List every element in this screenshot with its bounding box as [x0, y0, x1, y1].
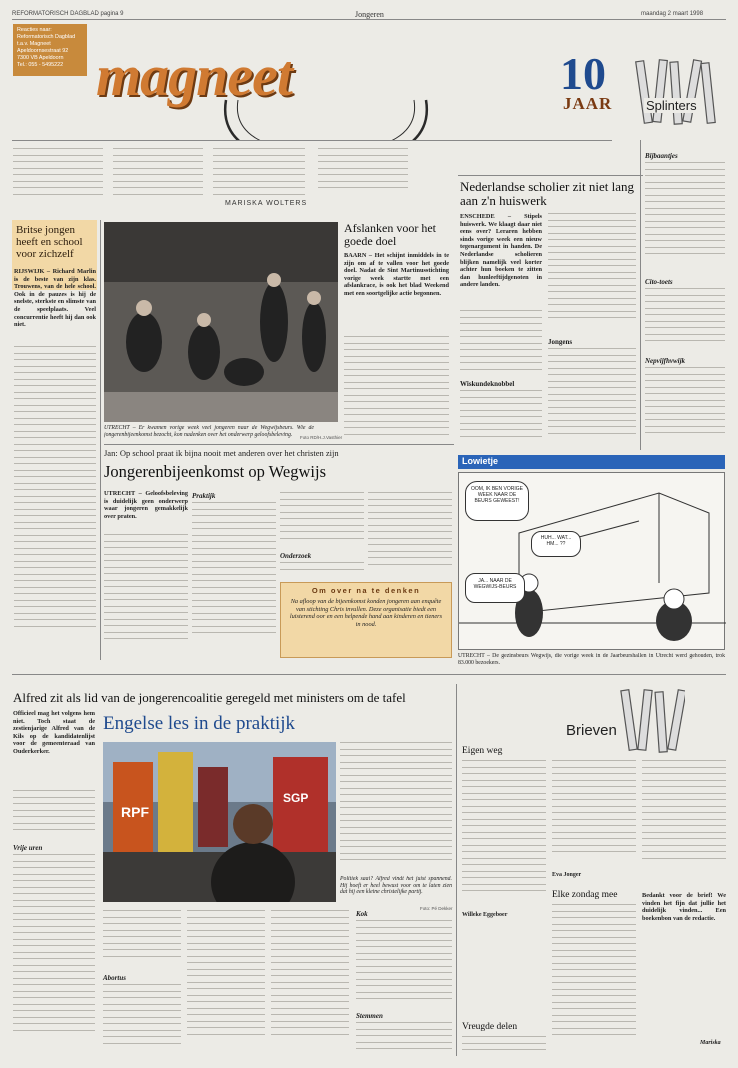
lowietje-title: Lowietje	[462, 456, 499, 466]
alfred-body	[356, 920, 452, 1010]
wegwijs-rule	[104, 444, 454, 445]
intro-signature: MARISKA WOLTERS	[225, 200, 308, 207]
nederlandse-subhead: Jongens	[548, 338, 573, 346]
address-line: t.a.v. Magneet	[17, 41, 51, 47]
anniversary-number: 10	[560, 48, 606, 99]
letter-body	[462, 1036, 546, 1058]
alfred-photo	[103, 742, 336, 902]
britse-body	[14, 346, 96, 646]
splinters-body	[645, 162, 725, 262]
wegwijs-subhead: Praktijk	[192, 492, 216, 500]
brieven-title: Brieven	[563, 722, 620, 739]
wegwijs-body	[104, 534, 188, 654]
letter-body	[462, 760, 546, 910]
letter-title: Elke zondag mee	[552, 890, 618, 900]
nederlandse-rule	[458, 175, 643, 176]
brieven-closing: Bedankt voor de brief! We vinden het fijn dat jullie het duidelijk vinden... Een boekenbon van de redactie.	[642, 892, 726, 922]
alfred-body	[271, 910, 349, 1054]
svg-text:RPF: RPF	[121, 804, 149, 820]
wegwijs-photo	[104, 222, 338, 422]
wegwijs-lead: UTRECHT – Geloofsbeleving is duidelijk geen onderwerp waar jongeren gemakkelijk over praten.	[104, 490, 188, 520]
letter-body	[642, 760, 726, 880]
alfred-body	[103, 984, 181, 1054]
address-line: 7300 VB Apeldoorn	[17, 55, 64, 61]
nederlandse-body	[460, 310, 542, 380]
splinters-body	[645, 288, 725, 348]
alfred-subhead: Vrije uren	[13, 844, 43, 852]
letter-signature: Eva Jonger	[552, 872, 582, 878]
afslanken-title: Afslanken voor het goede doel	[344, 221, 436, 248]
wegwijs-photo-credit: Foto RD/H.J.Vasthier	[300, 435, 343, 440]
intro-column	[213, 148, 308, 208]
alfred-body	[340, 742, 452, 872]
splinters-head: Cito-toets	[645, 278, 673, 286]
nederlandse-subhead: Wiskundeknobbel	[460, 380, 515, 388]
alfred-photo-caption: Politiek saai? Alfred vindt het juist spannend. Hij hoeft er heel bewust voor om te laten zien dat hij een kleine christelijke partij.	[340, 876, 452, 896]
address-line: Reacties naar:	[17, 27, 52, 33]
address-line: Tel.: 055 - 5495222	[17, 62, 64, 68]
masthead-rule	[12, 140, 612, 141]
nederlandse-body	[548, 213, 636, 333]
splinters-label: Splinters	[646, 98, 697, 113]
wegwijs-kicker: Jan: Op school praat ik bijna nooit met anderen over het christen zijn	[104, 448, 339, 458]
wegwijs-title: Jongerenbijeenkomst op Wegwijs	[104, 462, 327, 481]
letter-title: Vreugde delen	[462, 1022, 518, 1032]
address-line: Apeldoornsestraat 92	[17, 48, 69, 54]
engelse-title: Engelse les in de praktijk	[103, 713, 296, 734]
letter-signature: Willeke Eggeboer	[462, 912, 508, 918]
intro-column	[113, 148, 203, 208]
nederlandse-lead: ENSCHEDE – Stipels huiswerk. We klaagt daar niet eens over? Leraren hebben sinds vorige week een nieuw tegenargument in handen. De Nederlandse scholieren blijken namelijk veel korter achter hun boeken te zitten dan hunleeftijdgenoten in andere landen.	[460, 213, 542, 289]
page-header-section: Jongeren	[355, 10, 384, 19]
wegwijs-body	[368, 492, 452, 578]
splinters-graphic	[630, 58, 725, 130]
afslanken-body	[344, 336, 449, 446]
letter-body	[552, 904, 636, 1056]
nederlandse-body	[460, 390, 542, 450]
alfred-headline: Alfred zit als lid van de jongerencoalitie geregeld met ministers om de tafel	[13, 690, 406, 705]
intro-column	[318, 148, 408, 200]
intro-column	[13, 148, 103, 208]
alfred-body	[187, 910, 265, 1054]
nederlandse-title: Nederlandse scholier zit niet lang aan z'n huiswerk	[460, 179, 634, 208]
letter-title: Eigen weg	[462, 746, 503, 756]
alfred-body	[13, 854, 95, 1054]
letter-body	[552, 760, 636, 870]
svg-text:SGP: SGP	[283, 791, 309, 805]
lowietje-cartoon	[458, 472, 725, 650]
nederlandse-body	[548, 348, 636, 448]
brieven-graphic	[555, 688, 685, 756]
splinters-head: Nepvijfhvwijk	[645, 357, 686, 365]
wegwijs-body	[280, 492, 364, 548]
alfred-body	[356, 1022, 452, 1056]
splinters-column-rule	[640, 140, 641, 450]
reflection-box	[280, 582, 452, 658]
alfred-subhead: Abortus	[103, 974, 126, 982]
afslanken-lead: BAARN – Het schijnt inmiddels in te zijn om af te vallen voor het goede doel. Nadat de Sint Martinusstichting vorige week startte met een afslankrace, is ook het blad Weekend met een soortgelijke actie begonnen.	[344, 252, 449, 297]
wegwijs-body	[192, 502, 276, 652]
wegwijs-subhead: Onderzoek	[280, 552, 312, 560]
page-header-left: REFORMATORISCH DAGBLAD pagina 9	[12, 11, 124, 17]
anniversary-word: JAAR	[563, 94, 613, 113]
splinters-body	[645, 367, 725, 447]
reflection-box-text: Na afloop van de bijeenkomst konden jongeren aan enquête van stichting Chris invullen. Deze organisatie biedt een luisterend oor en een helpende hand aan kinderen en tieners in nood.	[289, 598, 443, 628]
lowietje-header	[458, 455, 725, 469]
britse-title: Britse jongen heeft en school voor zichzelf	[16, 224, 83, 260]
speech-balloon: HUH... WAT... HM... ??	[531, 531, 581, 557]
britse-column-rule	[100, 220, 101, 660]
magneet-wordmark: magneet	[96, 43, 292, 108]
reflection-box-title: Om over na te denken	[311, 586, 421, 595]
wegwijs-body	[280, 562, 364, 578]
brieven-rule	[456, 684, 457, 1056]
header-rule	[12, 19, 726, 20]
lowietje-caption: UTRECHT – De gezinsbeurs Wegwijs, die vorige week in de Jaarbeurshallen in Utrecht werd gehouden, trok 83.000 bezoekers.	[458, 653, 725, 666]
alfred-photo-credit: Foto: Pé Dekker	[420, 906, 453, 911]
alfred-subhead: Kok	[356, 910, 368, 918]
address-line: Reformatorisch Dagblad	[17, 34, 76, 40]
splinters-head: Bijbaantjes	[645, 152, 678, 160]
britse-lead: RIJSWIJK – Richard Marlin is de beste van zijn klas. Trouwens, van de hele school. Ook in de pauzes is hij de snelste, sterkste en slimste van de speelplaats. Veel concurrentie heeft hij dan ook niet.	[14, 268, 96, 329]
alfred-lead: Officieel mag het volgens hem niet. Toch staat de zestienjarige Alfred van de Kils op de kandidatenlijst voor de gemeenteraad van Ouderkerker.	[13, 710, 95, 755]
alfred-subhead: Stemmen	[356, 1012, 383, 1020]
speech-balloon: OOM, IK BEN VORIGE WEEK NAAR DE BEURS GEWEEST!	[465, 481, 529, 521]
address-box	[13, 24, 87, 76]
section-rule	[12, 674, 726, 675]
alfred-body	[13, 790, 95, 840]
speech-balloon: JA... NAAR DE WEGWIJS-BEURS	[465, 573, 525, 603]
alfred-body	[103, 910, 181, 970]
magneet-logo	[96, 40, 536, 140]
page-header-date: maandag 2 maart 1998	[641, 11, 704, 17]
brieven-closing-signature: Mariska	[700, 1040, 721, 1046]
wegwijs-photo-caption: UTRECHT – Er kwamen vorige week veel jongeren naar de Wegwijsbeurs. Wie de jongerenbijeenkomst bezocht, kon nadenken over het onderwerp geloofsbeleving.	[104, 425, 314, 438]
